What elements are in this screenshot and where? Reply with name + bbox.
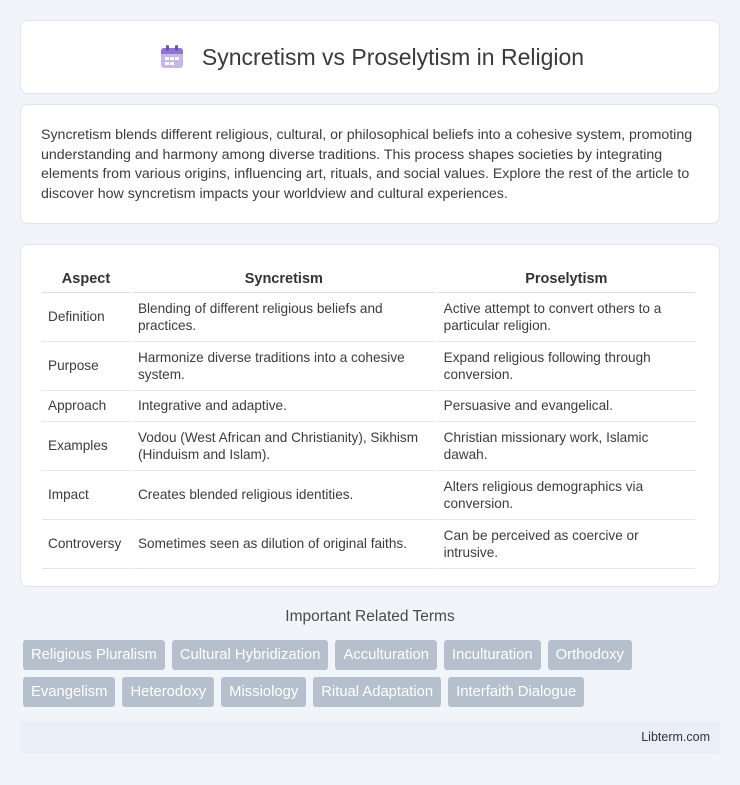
footer-site-link[interactable]: Libterm.com [641,730,710,744]
intro-card [20,104,720,224]
term-tag[interactable]: Orthodoxy [548,640,632,670]
related-terms-title: Important Related Terms [285,608,455,625]
term-tag[interactable]: Interfaith Dialogue [448,677,584,707]
aspect-cell: Approach [42,391,130,422]
header-aspect: Aspect [42,265,130,293]
syncretism-cell: Blending of different religious beliefs and practices. [132,293,436,342]
table-row [42,520,695,569]
term-tag[interactable]: Evangelism [23,677,115,707]
aspect-cell: Purpose [42,342,130,391]
comparison-table-card [20,244,720,587]
table-row [42,391,695,422]
calendar-icon [156,41,188,73]
footer [20,721,720,754]
title-wrap [156,41,584,73]
syncretism-cell: Integrative and adaptive. [132,391,436,422]
term-tag[interactable]: Inculturation [444,640,541,670]
header-syncretism: Syncretism [132,265,436,293]
table-row [42,342,695,391]
syncretism-cell: Vodou (West African and Christianity), Sikhism (Hinduism and Islam). [132,422,436,471]
term-tag[interactable]: Missiology [221,677,306,707]
proselytism-cell: Active attempt to convert others to a particular religion. [438,293,695,342]
intro-paragraph: Syncretism blends different religious, cultural, or philosophical beliefs into a cohesive system, promoting understanding and harmony among diverse traditions. This process shapes societies by integrating elements from various origins, influencing art, rituals, and social values. Explore the rest of the article to discover how syncretism impacts your worldview and cultural experiences. [41,127,693,202]
table-header-row [42,265,695,293]
syncretism-cell: Harmonize diverse traditions into a cohesive system. [132,342,436,391]
syncretism-cell: Creates blended religious identities. [132,471,436,520]
proselytism-cell: Christian missionary work, Islamic dawah. [438,422,695,471]
aspect-cell: Examples [42,422,130,471]
term-tag[interactable]: Religious Pluralism [23,640,165,670]
term-tag[interactable]: Heterodoxy [122,677,214,707]
proselytism-cell: Expand religious following through conversion. [438,342,695,391]
aspect-cell: Controversy [42,520,130,569]
proselytism-cell: Can be perceived as coercive or intrusive. [438,520,695,569]
related-terms-list [23,640,713,707]
term-tag[interactable]: Cultural Hybridization [172,640,329,670]
header-proselytism: Proselytism [438,265,695,293]
header-card [20,20,720,94]
table-row [42,471,695,520]
aspect-cell: Impact [42,471,130,520]
proselytism-cell: Alters religious demographics via conversion. [438,471,695,520]
page-title: Syncretism vs Proselytism in Religion [201,43,585,70]
term-tag[interactable]: Acculturation [335,640,437,670]
term-tag[interactable]: Ritual Adaptation [313,677,441,707]
table-row [42,422,695,471]
syncretism-cell: Sometimes seen as dilution of original faiths. [132,520,436,569]
comparison-table [40,265,697,569]
proselytism-cell: Persuasive and evangelical. [438,391,695,422]
aspect-cell: Definition [42,293,130,342]
table-row [42,293,695,342]
